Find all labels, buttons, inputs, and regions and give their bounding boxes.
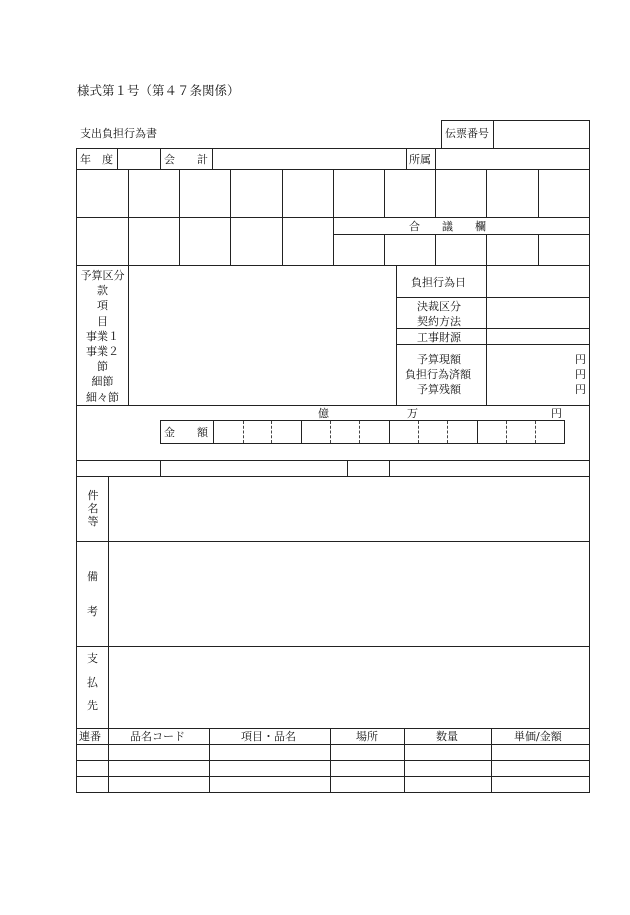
amount-label-divider (213, 421, 214, 443)
amount-group-div-1 (301, 421, 302, 443)
act-date-label: 負担行為日 (411, 276, 466, 289)
items-header-price: 単価/金額 (514, 730, 562, 743)
amount-digit-div-8 (535, 421, 536, 443)
budget-labels (77, 268, 128, 405)
yen-mark-2: 円 (575, 368, 586, 381)
grid-col-8a (486, 170, 487, 217)
grid-col-7b (435, 234, 436, 265)
payee-bottom-line (77, 728, 589, 729)
amount-label: 金 額 (164, 426, 208, 439)
yen-mark-3: 円 (575, 383, 586, 396)
budget-remaining-label: 予算残額 (417, 383, 461, 396)
yen-unit: 円 (551, 407, 562, 420)
contract-method-label: 契約方法 (417, 315, 461, 328)
budget-label-7: 細節 (91, 375, 114, 389)
amount-digit-div-2 (271, 421, 272, 443)
remarks-label-1: 備 (87, 570, 98, 583)
year-label: 年 度 (80, 153, 113, 166)
blank-row-div-2 (347, 460, 348, 476)
payee-field[interactable] (110, 648, 588, 727)
grid-col-3 (230, 170, 231, 265)
budget-label-8: 細々節 (86, 390, 119, 404)
budget-label-5: 事業２ (86, 345, 119, 359)
amount-digit-div-1 (243, 421, 244, 443)
payee-label-2: 払 (87, 676, 98, 689)
remarks-bottom-line (77, 646, 589, 647)
grid-col-2 (179, 170, 180, 265)
budget-right-divider (396, 265, 397, 405)
affiliation-field[interactable] (436, 150, 588, 168)
grid-col-5 (333, 170, 334, 265)
budget-label-6: 節 (97, 360, 108, 374)
table-row[interactable] (77, 761, 589, 776)
remarks-field[interactable] (110, 543, 588, 645)
subject-field[interactable] (110, 478, 588, 540)
amount-group-div-3 (477, 421, 478, 443)
info-line-3 (397, 344, 589, 345)
man-unit: 万 (407, 407, 418, 420)
budget-label-1: 款 (97, 284, 108, 298)
grid-col-8b (486, 234, 487, 265)
amount-box[interactable] (160, 420, 565, 444)
decision-type-field[interactable] (488, 299, 588, 327)
decision-type-label: 決裁区分 (417, 300, 461, 313)
grid-col-6b (384, 234, 385, 265)
document-title: 支出負担行為書 (80, 127, 157, 140)
construction-funds-field[interactable] (488, 330, 588, 343)
grid-col-1 (128, 170, 129, 265)
yen-mark-1: 円 (575, 353, 586, 366)
budget-bottom-line (77, 405, 589, 406)
amount-digit-div-4 (359, 421, 360, 443)
amount-digit-div-6 (447, 421, 448, 443)
items-header-item: 項目・品名 (241, 730, 296, 743)
affiliation-label: 所属 (409, 153, 431, 166)
amount-digit-div-7 (506, 421, 507, 443)
items-header-qty: 数量 (436, 730, 458, 743)
items-header-place: 場所 (356, 730, 378, 743)
accounting-label: 会 計 (164, 153, 208, 166)
act-done-amount-label: 負担行為済額 (405, 368, 471, 381)
budget-current-label: 予算現額 (417, 353, 461, 366)
left-label-divider (108, 476, 109, 728)
budget-label-2: 項 (97, 299, 108, 313)
slip-number-field[interactable] (495, 122, 588, 147)
blank-row-div-1 (160, 460, 161, 476)
slip-number-label: 伝票番号 (445, 127, 489, 140)
subject-label: 件名等 (87, 489, 99, 528)
grid-col-4 (282, 170, 283, 265)
items-header-serial: 連番 (79, 730, 101, 743)
budget-detail-field[interactable] (130, 267, 394, 403)
affil-left-divider (406, 149, 407, 169)
amount-digit-div-3 (330, 421, 331, 443)
year-field[interactable] (118, 150, 159, 168)
act-date-field[interactable] (488, 267, 588, 296)
payee-label-1: 支 (87, 652, 98, 665)
subject-bottom-line (77, 541, 589, 542)
table-row[interactable] (77, 777, 589, 792)
table-row[interactable] (77, 745, 589, 760)
grid-col-7a (435, 170, 436, 217)
grid-col-6a (384, 170, 385, 217)
grid-col-9a (538, 170, 539, 217)
accounting-field[interactable] (213, 150, 405, 168)
amount-group-div-2 (389, 421, 390, 443)
info-line-1 (397, 297, 589, 298)
council-header-line (333, 234, 589, 235)
remarks-label-2: 考 (87, 605, 98, 618)
budget-label-divider (128, 265, 129, 405)
slip-divider (493, 121, 494, 148)
grid-row-line-2 (77, 265, 589, 266)
budget-value-divider (486, 265, 487, 405)
form-number: 様式第１号（第４７条関係） (77, 83, 240, 98)
grid-col-9b (538, 234, 539, 265)
payee-label-3: 先 (87, 699, 98, 712)
oku-unit: 億 (318, 407, 329, 420)
blank-row-top (77, 460, 589, 461)
budget-label-0: 予算区分 (80, 269, 125, 282)
acct-left-divider (160, 149, 161, 169)
budget-label-4: 事業１ (86, 329, 119, 343)
blank-row-bottom (77, 476, 589, 477)
amount-digit-div-5 (418, 421, 419, 443)
info-line-2 (397, 328, 589, 329)
blank-row-div-3 (389, 460, 390, 476)
council-column-label: 合 議 欄 (409, 220, 486, 233)
budget-label-3: 目 (97, 314, 108, 328)
construction-funds-label: 工事財源 (417, 331, 461, 344)
items-header-code: 品名コード (130, 730, 185, 743)
